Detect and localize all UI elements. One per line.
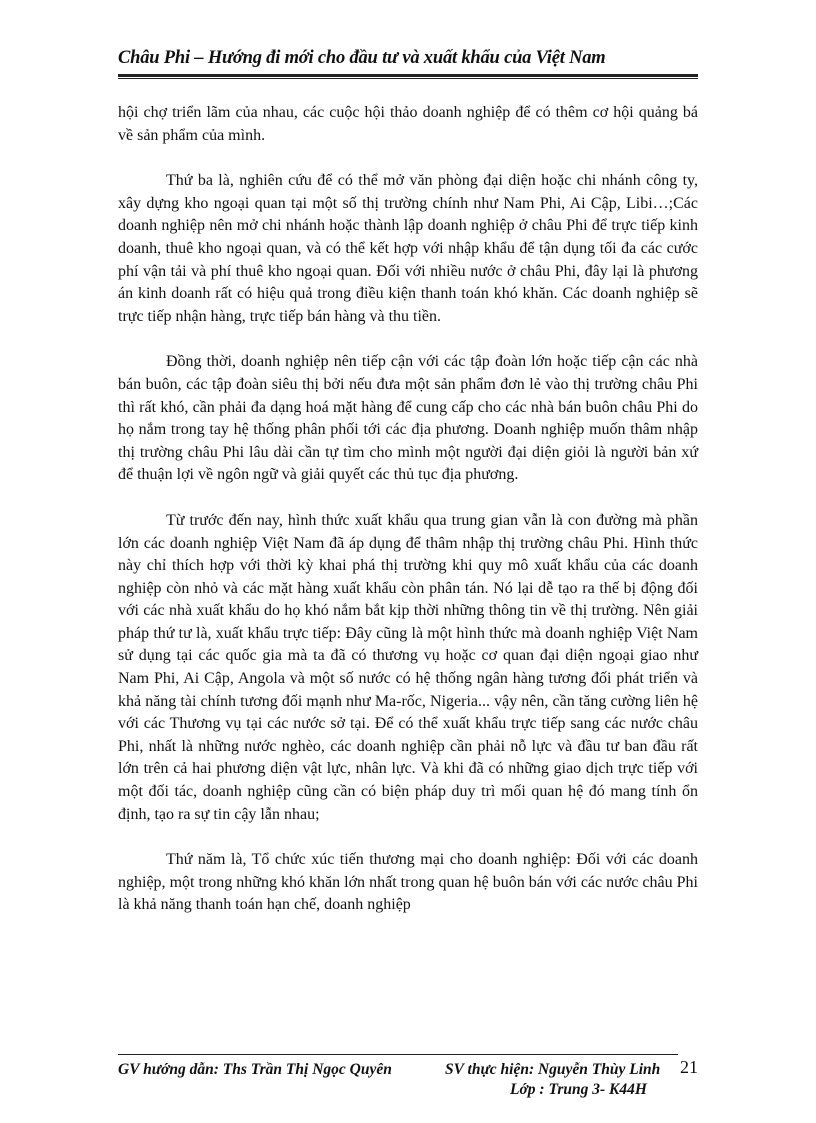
header-divider (118, 74, 698, 77)
footer-advisor: GV hướng dẫn: Ths Trần Thị Ngọc Quyên (118, 1061, 392, 1078)
footer-student: SV thực hiện: Nguyễn Thùy Linh (445, 1061, 661, 1078)
header-divider-thin (118, 78, 698, 79)
body-text (118, 102, 698, 940)
footer-class: Lớp : Trung 3- K44H (510, 1081, 647, 1098)
footer-divider (118, 1054, 678, 1055)
page-number: 21 (680, 1057, 698, 1077)
paragraph-trade-promotion: Thứ năm là, Tổ chức xúc tiến thương mại cho doanh nghiệp: Đối với các doanh nghiệp, một trong những khó khăn lớn nhất trong quan hệ buôn bán với các nước châu Phi là khả năng thanh toán hạn chế, doanh nghiệp (118, 851, 698, 914)
running-header-title: Châu Phi – Hướng đi mới cho đầu tư và xuất khẩu của Việt Nam (118, 48, 606, 68)
paragraph-continuation: hội chợ triển lãm của nhau, các cuộc hội thảo doanh nghiệp để có thêm cơ hội quảng bá về sản phẩm của mình. (118, 104, 698, 144)
paragraph-direct-export: Từ trước đến nay, hình thức xuất khẩu qua trung gian vẫn là con đường mà phần lớn các doanh nghiệp Việt Nam đã áp dụng để thâm nhập thị trường châu Phi. Hình thức này chỉ thích hợp với thời kỳ khai phá thị trường khi quy mô xuất khẩu của các doanh nghiệp còn nhỏ và các mặt hàng xuất khẩu còn phân tán. Nó lại dễ tạo ra thế bị động đối với các nhà xuất khẩu do họ khó nắm bắt kịp thời những thông tin về thị trường. Nên giải pháp thứ tư là, xuất khẩu trực tiếp: Đây cũng là một hình thức mà doanh nghiệp Việt Nam sử dụng tại các quốc gia mà ta đã có thương vụ hoặc cơ quan đại diện ngoại giao như Nam Phi, Ai Cập, Angola và một số nước có hệ thống ngân hàng tương đối phát triển và khả năng tài chính tương đối mạnh như Ma-rốc, Nigeria... vậy nên, cần tăng cường liên hệ với các Thương vụ tại các nước sở tại. Để có thể xuất khẩu trực tiếp sang các nước châu Phi, nhất là những nước nghèo, các doanh nghiệp cần phải nỗ lực và đầu tư ban đầu rất lớn trên cả hai phương diện vật lực, nhân lực. Và khi đã có những giao dịch trực tiếp với một đối tác, doanh nghiệp cũng cần có biện pháp duy trì mối quan hệ đó mang tính ổn định, tạo ra sự tin cậy lẫn nhau; (118, 511, 698, 823)
paragraph-third-solution: Thứ ba là, nghiên cứu để có thể mở văn phòng đại diện hoặc chi nhánh công ty, xây dựng kho ngoại quan tại một số thị trường chính như Nam Phi, Ai Cập, Libi…;Các doanh nghiệp nên mở chi nhánh hoặc thành lập doanh nghiệp ở châu Phi để trực tiếp kinh doanh, thuê kho ngoại quan, và có thể kết hợp với nhập khẩu để tận dụng tối đa các cước phí vận tải và phí thuê kho ngoại quan. Đối với nhiều nước ở châu Phi, đây lại là phương án kinh doanh rất có hiệu quả trong điều kiện thanh toán khó khăn. Các doanh nghiệp sẽ trực tiếp nhận hàng, trực tiếp bán hàng và thu tiền. (118, 172, 698, 325)
paragraph-wholesalers: Đồng thời, doanh nghiệp nên tiếp cận với các tập đoàn lớn hoặc tiếp cận các nhà bán buôn, các tập đoàn siêu thị bởi nếu đưa một sản phẩm đơn lẻ vào thị trường châu Phi thì rất khó, cần phải đa dạng hoá mặt hàng để cung cấp cho các nhà bán buôn châu Phi do họ nắm trong tay hệ thống phân phối tới các địa phương. Doanh nghiệp muốn thâm nhập thị trường châu Phi lâu dài cần tự tìm cho mình một người đại diện giỏi là người bản xứ để thuận lợi về ngôn ngữ và giải quyết các thủ tục địa phương. (118, 353, 698, 484)
